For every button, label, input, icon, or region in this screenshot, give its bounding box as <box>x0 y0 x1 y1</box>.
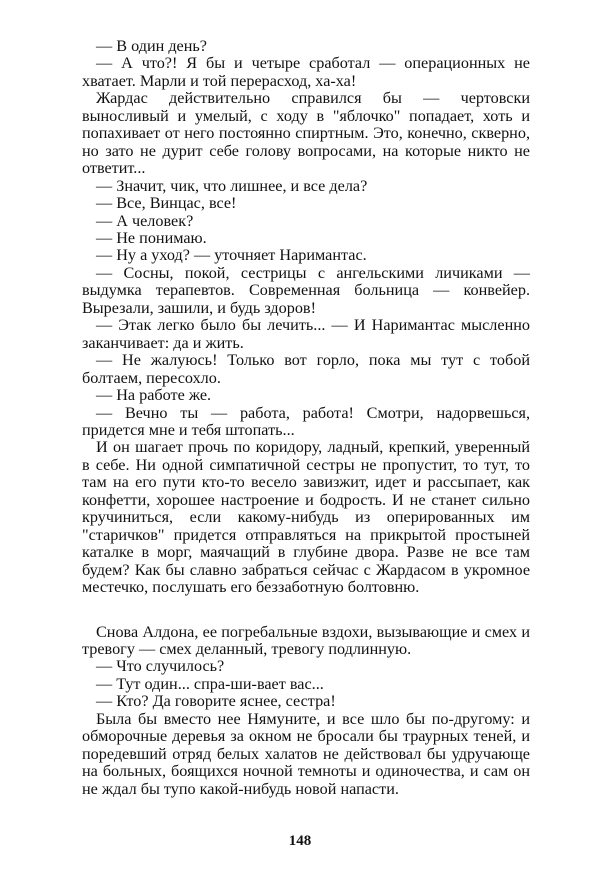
paragraph: — На работе же. <box>96 386 212 405</box>
paragraph: — Кто? Да говорите яснее, сестра! <box>96 692 336 711</box>
paragraph: — Этак легко было бы лечить... — И Наримантас мысленно заканчивает: да и жить. <box>82 316 530 352</box>
paragraph: Была бы вместо нее Нямуните, и все шло бы по-другому: и обморочные деревья за окном не бросали бы траурных теней, и поредевший отряд белых халатов не действовал бы удручающе на больных, боящихся ночной темноты и одиночества, и сам он не ждал бы тупо какой-нибудь новой напасти. <box>82 709 530 798</box>
paragraph: — Все, Винцас, все! <box>96 194 237 213</box>
paragraph: — Не понимаю. <box>96 228 207 247</box>
paragraph: — Не жалуюсь! Только вот горло, пока мы тут с тобой болтаем, пересохло. <box>82 351 530 387</box>
paragraph: — Сосны, покой, сестрицы с ангельскими личиками — выдумка терапевтов. Современная больница — конвейер. Вырезали, зашили, и будь здоров! <box>82 263 530 317</box>
paragraph: — А что?! Я бы и четыре сработал — операционных не хватает. Марли и той перерасход, ха-ха! <box>82 54 530 90</box>
text-block-2 <box>82 624 530 799</box>
paragraph: Жардас действительно справился бы — чертовски выносливый и умелый, с ходу в "яблочко" попадает, хоть и попахивает от него постоянно спиртным. Это, конечно, скверно, но зато не дурит себе голову вопросами, на которые никто не ответит... <box>82 89 530 178</box>
page-number: 148 <box>288 833 312 849</box>
text-block-1 <box>82 38 530 597</box>
paragraph: — В один день? <box>96 37 207 55</box>
paragraph: Снова Алдона, ее погребальные вздохи, вызывающие и смех и тревогу — смех деланный, тревогу подлинную. <box>82 622 530 658</box>
paragraph: — Что случилось? <box>96 657 225 676</box>
paragraph: — Значит, чик, что лишнее, и все дела? <box>96 176 368 195</box>
paragraph: — А человек? <box>96 211 194 230</box>
paragraph: — Тут один... спра-ши-вает вас... <box>96 674 324 693</box>
paragraph: — Вечно ты — работа, работа! Смотри, надорвешься, придется мне и тебя штопать... <box>82 403 530 439</box>
paragraph: — Ну а уход? — уточняет Наримантас. <box>96 246 367 265</box>
paragraph: И он шагает прочь по коридору, ладный, крепкий, уверенный в себе. Ни одной симпатичной сестры не пропустит, то тут, то там на его пути кто-то весело завизжит, идет и рассыпает, как конфетти, хорошее настроение и бодрость. И не станет сильно кручиниться, если какому-нибудь из оперированных им "старичков" придется отправляться на прикрытой простыней каталке в морг, маячащий в глубине двора. Разве не все там будем? Как бы славно забраться сейчас с Жардасом в укромное местечко, послушать его беззаботную болтовню. <box>82 438 530 597</box>
